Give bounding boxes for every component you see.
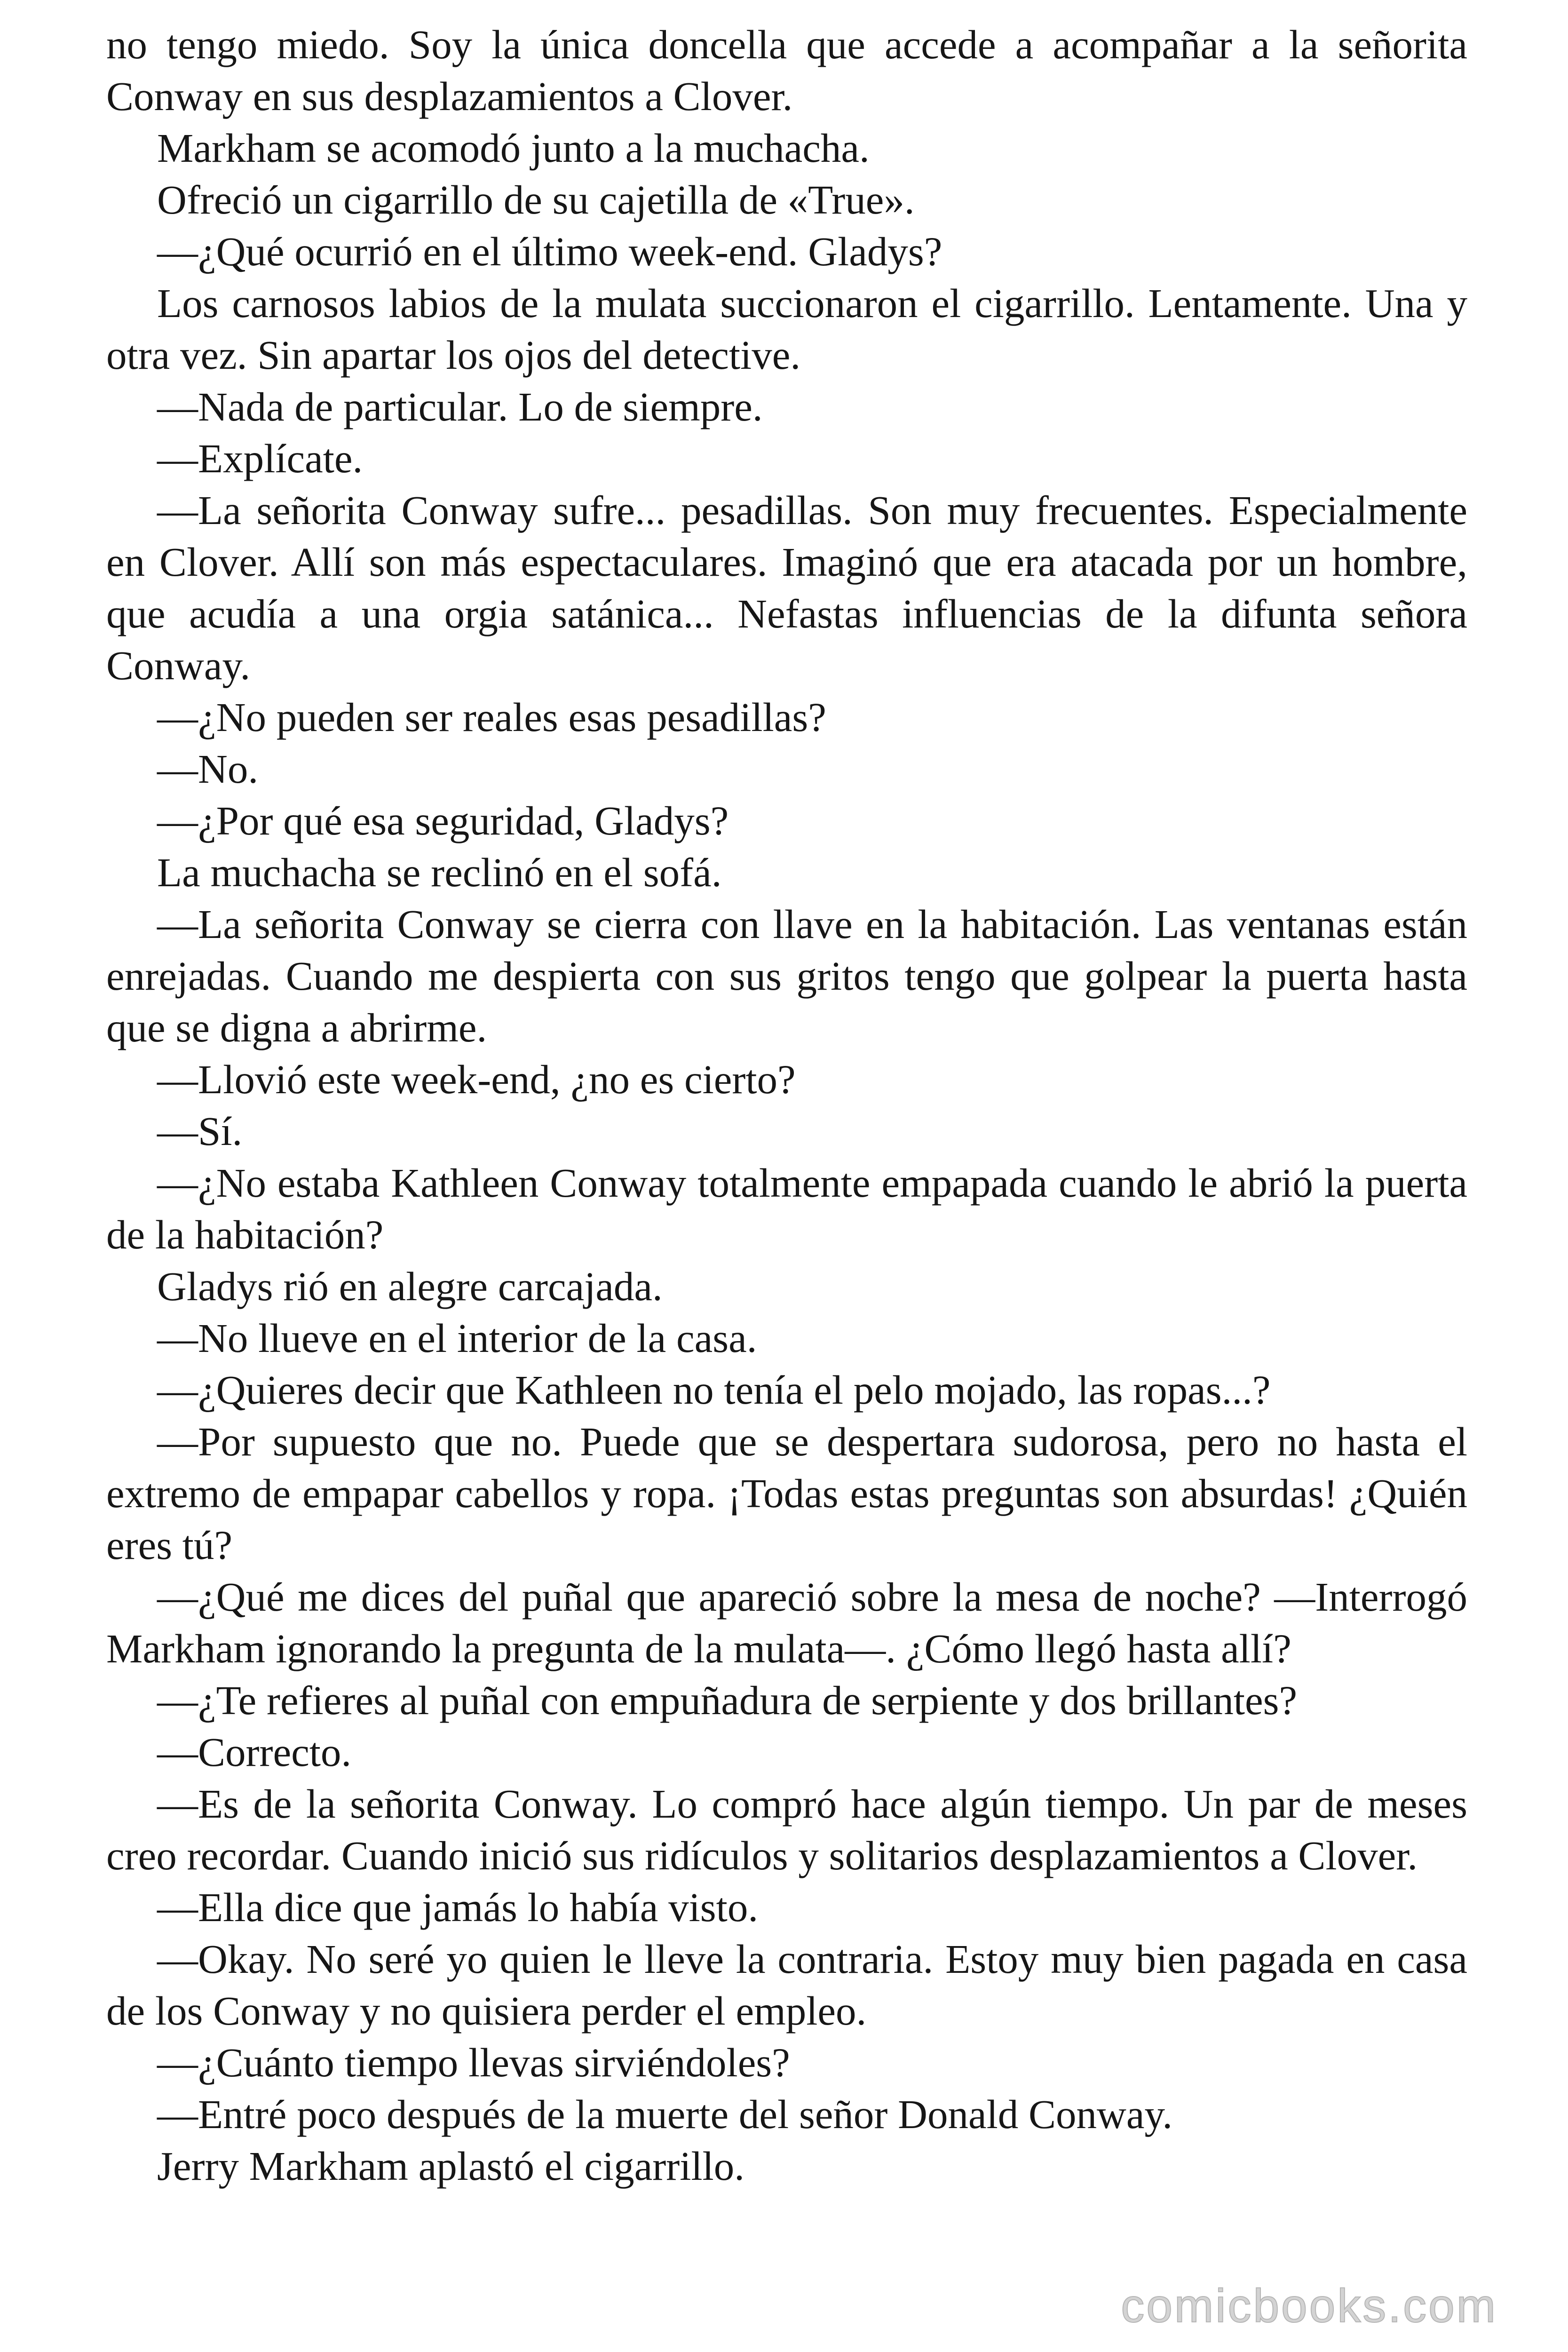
paragraph: Gladys rió en alegre carcajada.: [157, 1263, 663, 1309]
paragraph: —¿Te refieres al puñal con empuñadura de serpiente y dos brillantes?: [157, 1677, 1298, 1723]
watermark: comicbooks.com: [1121, 2280, 1497, 2332]
book-page-text: [106, 19, 1467, 2192]
paragraph: —Nada de particular. Lo de siempre.: [157, 384, 763, 429]
paragraph: —La señorita Conway sufre... pesadillas. Son muy frecuentes. Especialmente en Clover. Allí son más espectaculares. Imaginó que era atacada por un hombre, que acudía a una orgia satánica... Nefastas influencias de la difunta señora Conway.: [106, 487, 1467, 688]
paragraph: —Es de la señorita Conway. Lo compró hace algún tiempo. Un par de meses creo recordar. Cuando inició sus ridículos y solitarios desplazamientos a Clover.: [106, 1781, 1467, 1878]
paragraph: —La señorita Conway se cierra con llave en la habitación. Las ventanas están enrejadas. Cuando me despierta con sus gritos tengo que golpear la puerta hasta que se digna a abrirme.: [106, 901, 1467, 1050]
paragraph: Jerry Markham aplastó el cigarrillo.: [157, 2143, 744, 2189]
paragraph: —Ella dice que jamás lo había visto.: [157, 1884, 759, 1930]
paragraph: —Entré poco después de la muerte del señor Donald Conway.: [157, 2091, 1173, 2137]
paragraph: —¿Qué me dices del puñal que apareció sobre la mesa de noche? —Interrogó Markham ignorando la pregunta de la mulata—. ¿Cómo llegó hasta allí?: [106, 1574, 1467, 1671]
paragraph: —No.: [157, 746, 259, 792]
paragraph: —¿No pueden ser reales esas pesadillas?: [157, 694, 826, 740]
paragraph: —¿Quieres decir que Kathleen no tenía el pelo mojado, las ropas...?: [157, 1367, 1271, 1413]
paragraph: —Correcto.: [157, 1729, 352, 1775]
paragraph: —Sí.: [157, 1108, 243, 1154]
paragraph: no tengo miedo. Soy la única doncella que accede a acompañar a la señorita Conway en sus desplazamientos a Clover.: [106, 22, 1467, 119]
paragraph: —Okay. No seré yo quien le lleve la contraria. Estoy muy bien pagada en casa de los Conway y no quisiera perder el empleo.: [106, 1936, 1467, 2034]
paragraph: —¿Cuánto tiempo llevas sirviéndoles?: [157, 2040, 790, 2085]
paragraph: —¿Por qué esa seguridad, Gladys?: [157, 798, 729, 843]
paragraph: —No llueve en el interior de la casa.: [157, 1315, 757, 1361]
paragraph: —Por supuesto que no. Puede que se despertara sudorosa, pero no hasta el extremo de empapar cabellos y ropa. ¡Todas estas preguntas son absurdas! ¿Quién eres tú?: [106, 1419, 1467, 1568]
paragraph: —Llovió este week-end, ¿no es cierto?: [157, 1057, 796, 1102]
paragraph: Ofreció un cigarrillo de su cajetilla de «True».: [157, 177, 915, 222]
paragraph: La muchacha se reclinó en el sofá.: [157, 850, 722, 895]
paragraph: —¿No estaba Kathleen Conway totalmente empapada cuando le abrió la puerta de la habitación?: [106, 1160, 1467, 1257]
paragraph: —¿Qué ocurrió en el último week-end. Gladys?: [157, 229, 942, 274]
paragraph: —Explícate.: [157, 436, 363, 481]
paragraph: Los carnosos labios de la mulata succionaron el cigarrillo. Lentamente. Una y otra vez. Sin apartar los ojos del detective.: [106, 280, 1467, 378]
paragraph: Markham se acomodó junto a la muchacha.: [157, 125, 870, 171]
